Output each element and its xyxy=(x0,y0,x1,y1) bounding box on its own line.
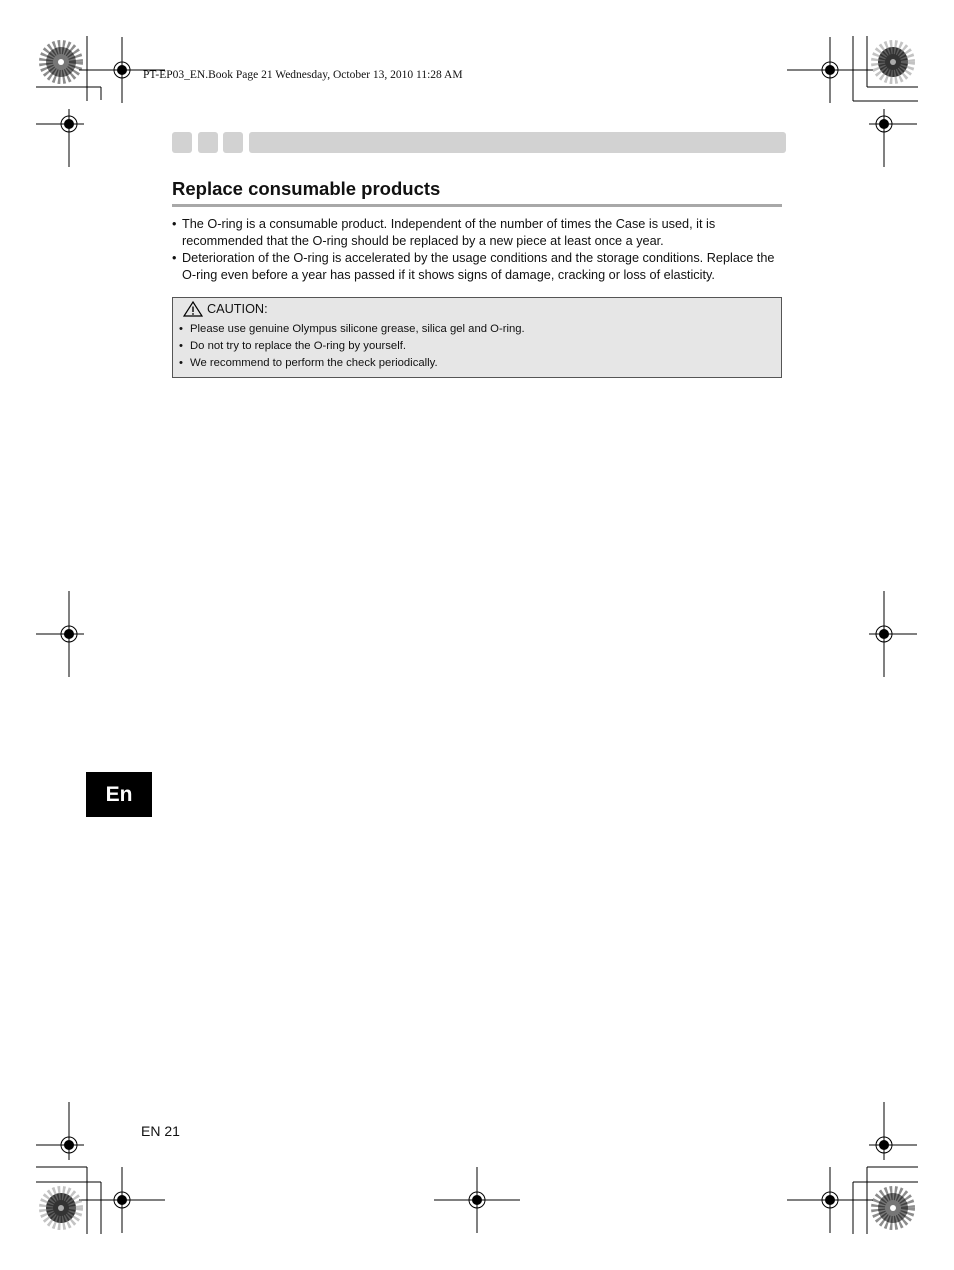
section-title: Replace consumable products xyxy=(172,178,441,199)
bullet-item: • The O-ring is a consumable product. Independent of the number of times the Case is used, it is recommended that the O-ring should be replaced by a new piece at least once a year. xyxy=(172,216,784,250)
title-underline xyxy=(172,204,782,207)
warning-triangle-icon xyxy=(183,301,203,317)
header-tab-block xyxy=(198,132,218,153)
header-bar xyxy=(249,132,786,153)
caution-header xyxy=(183,301,268,317)
caution-item: • Please use genuine Olympus silicone grease, silica gel and O-ring. xyxy=(179,321,774,338)
caution-heading: CAUTION: xyxy=(207,302,268,316)
language-tab: En xyxy=(86,772,152,817)
caution-item: • We recommend to perform the check periodically. xyxy=(179,355,774,372)
bullet-item: • Deterioration of the O-ring is accelerated by the usage conditions and the storage conditions. Replace the O-ring even before a year has passed if it shows signs of damage, cracking or loss of elasticity. xyxy=(172,250,784,284)
bullet-list xyxy=(172,216,784,284)
header-tab-block xyxy=(172,132,192,153)
caution-box xyxy=(172,297,782,378)
header-tab-block xyxy=(223,132,243,153)
caution-item: • Do not try to replace the O-ring by yourself. xyxy=(179,338,774,355)
page-number: EN 21 xyxy=(141,1123,180,1139)
caution-list xyxy=(179,321,774,372)
print-header: PT-EP03_EN.Book Page 21 Wednesday, October 13, 2010 11:28 AM xyxy=(143,69,463,81)
